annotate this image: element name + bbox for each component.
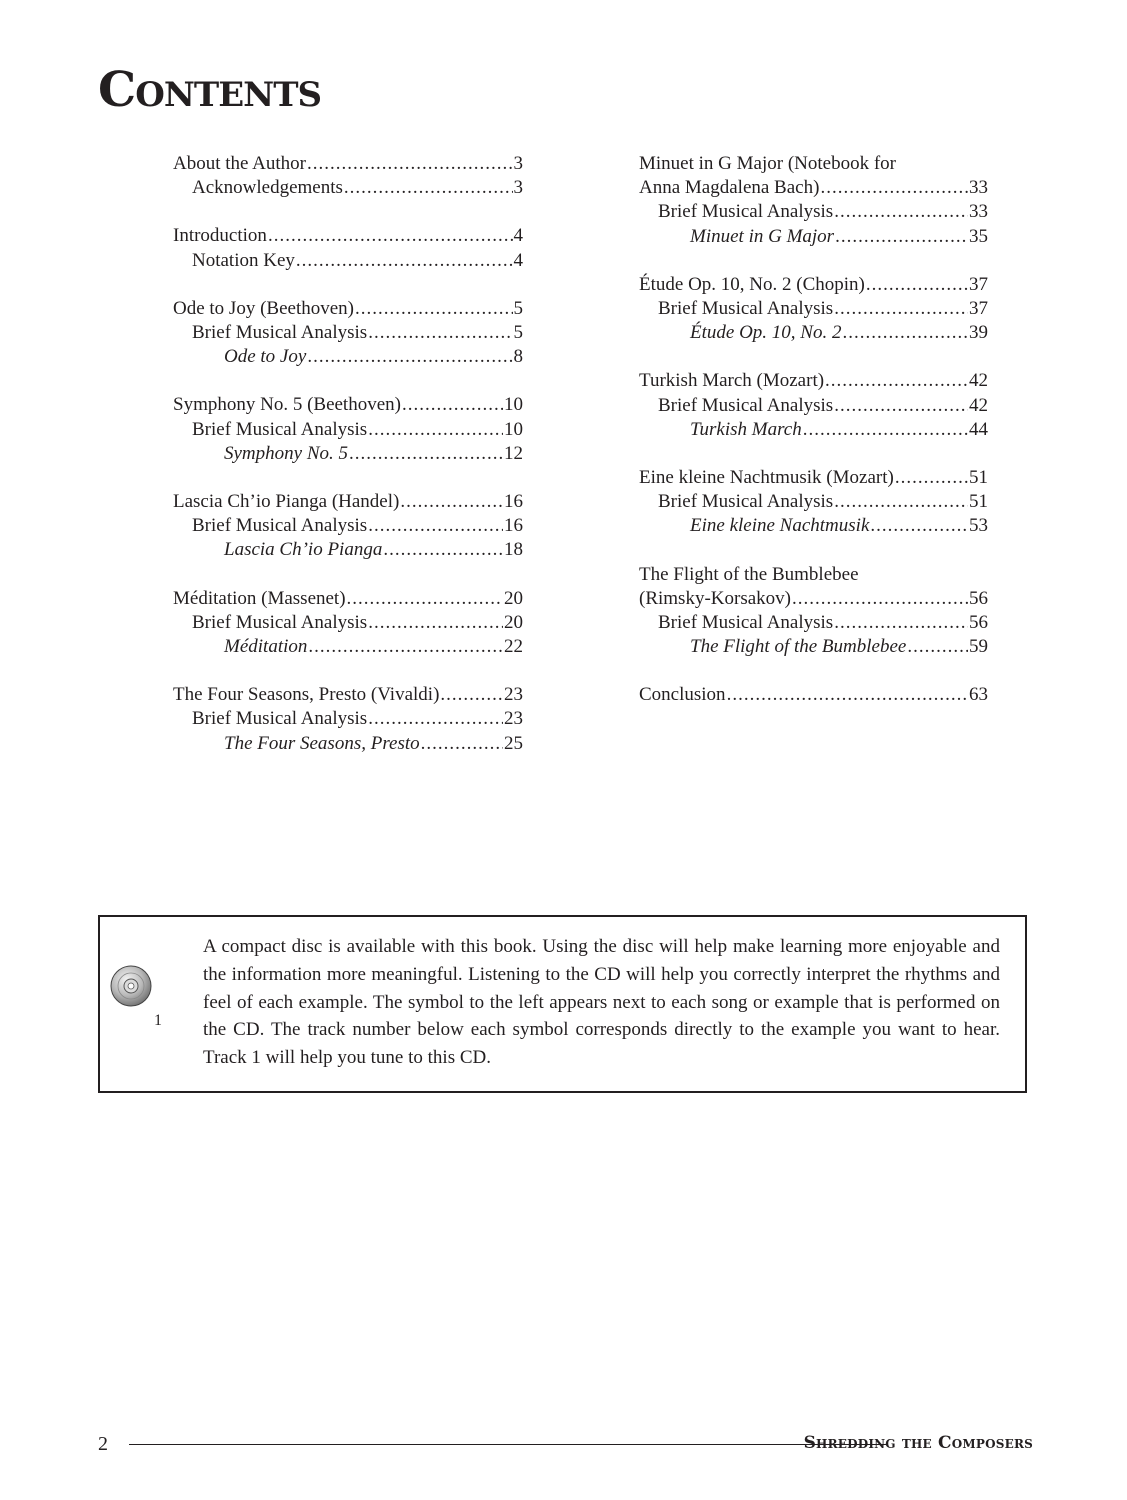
toc-page-number: 42 [969, 370, 988, 392]
toc-entry-label: Étude Op. 10, No. 2 (Chopin) [639, 273, 865, 295]
toc-leader-dots [402, 393, 503, 417]
toc-entry[interactable] [173, 635, 523, 659]
toc-entry-label: The Flight of the Bumblebee [639, 563, 859, 585]
toc-leader-dots [307, 345, 512, 369]
toc-entry[interactable] [639, 683, 988, 707]
toc-entry[interactable] [173, 297, 523, 321]
toc-page-number: 16 [504, 491, 523, 513]
toc-entry-label: Minuet in G Major [690, 225, 835, 247]
toc-leader-dots [368, 514, 503, 538]
toc-entry-label: Brief Musical Analysis [658, 394, 834, 416]
toc-entry-label: Méditation (Massenet) [173, 587, 346, 609]
toc-entry-label: Conclusion [639, 684, 726, 706]
toc-group [639, 563, 988, 660]
toc-entry[interactable] [173, 587, 523, 611]
toc-page-number: 5 [513, 322, 523, 344]
running-book-title: Shredding the Composers [803, 1433, 1033, 1453]
toc-group [639, 683, 988, 707]
toc-page-number: 5 [513, 297, 523, 319]
toc-entry[interactable] [639, 176, 988, 200]
toc-page-number: 59 [969, 636, 988, 658]
toc-entry[interactable] [173, 611, 523, 635]
toc-leader-dots [834, 490, 968, 514]
toc-entry-label: Brief Musical Analysis [658, 491, 834, 513]
toc-entry[interactable] [173, 176, 523, 200]
toc-entry-label: Brief Musical Analysis [658, 298, 834, 320]
toc-leader-dots [870, 514, 968, 538]
toc-entry[interactable] [639, 490, 988, 514]
toc-group [639, 369, 988, 442]
cd-icon [110, 965, 152, 1007]
toc-leader-dots [792, 587, 968, 611]
toc-entry-label: Symphony No. 5 (Beethoven) [173, 394, 401, 416]
toc-entry-label: Brief Musical Analysis [192, 418, 368, 440]
toc-group [639, 273, 988, 346]
toc-page-number: 8 [513, 346, 523, 368]
toc-entry[interactable] [173, 442, 523, 466]
toc-entry[interactable] [639, 273, 988, 297]
toc-entry[interactable] [639, 514, 988, 538]
toc-group [173, 587, 523, 660]
toc-entry-label: Brief Musical Analysis [192, 611, 368, 633]
toc-leader-dots [307, 152, 513, 176]
toc-page-number: 20 [504, 611, 523, 633]
toc-page-number: 22 [504, 636, 523, 658]
toc-entry-label: Anna Magdalena Bach) [639, 177, 820, 199]
toc-entry[interactable] [639, 394, 988, 418]
toc-entry[interactable] [639, 297, 988, 321]
toc-page-number: 3 [513, 153, 523, 174]
page-number: 2 [98, 1433, 108, 1455]
toc-leader-dots [842, 321, 968, 345]
toc-entry-label: Brief Musical Analysis [192, 515, 368, 537]
toc-page-number: 51 [969, 467, 988, 489]
toc-page-number: 37 [969, 273, 988, 295]
toc-leader-dots [296, 249, 513, 273]
toc-page-number: 10 [504, 394, 523, 416]
toc-leader-dots [834, 200, 968, 224]
toc-page-number: 37 [969, 298, 988, 320]
toc-group [173, 683, 523, 756]
toc-leader-dots [308, 635, 503, 659]
toc-entry[interactable] [173, 538, 523, 562]
toc-leader-dots [895, 466, 968, 490]
toc-leader-dots [907, 635, 968, 659]
toc-leader-dots [368, 321, 512, 345]
toc-entry-label: Eine kleine Nachtmusik [690, 515, 870, 537]
toc-entry-label: Notation Key [192, 249, 295, 271]
toc-leader-dots [803, 418, 968, 442]
toc-leader-dots [440, 683, 503, 707]
toc-entry-label: Turkish March (Mozart) [639, 370, 825, 392]
toc-leader-dots [383, 538, 503, 562]
toc-entry-label: Eine kleine Nachtmusik (Mozart) [639, 467, 894, 489]
toc-entry[interactable] [173, 345, 523, 369]
toc-page-number: 3 [513, 177, 523, 199]
toc-entry-label: Acknowledgements [192, 177, 343, 199]
toc-leader-dots [820, 176, 968, 200]
cd-note-box [98, 915, 1027, 1093]
toc-entry-label: The Flight of the Bumblebee [690, 636, 907, 658]
toc-page-number: 12 [504, 442, 523, 464]
toc-entry[interactable] [639, 587, 988, 611]
toc-entry[interactable] [173, 224, 523, 248]
toc-entry[interactable] [639, 563, 988, 587]
toc-group [173, 393, 523, 466]
toc-page-number: 63 [969, 684, 988, 706]
toc-entry[interactable] [173, 707, 523, 731]
toc-page-number: 42 [969, 394, 988, 416]
toc-entry[interactable] [173, 418, 523, 442]
toc-entry-label: Turkish March [690, 418, 802, 440]
toc-leader-dots [355, 297, 513, 321]
toc-entry-label: Lascia Ch’io Pianga (Handel) [173, 491, 400, 513]
toc-page-number: 51 [969, 491, 988, 513]
toc-entry-label: Étude Op. 10, No. 2 [690, 322, 842, 344]
toc-group [173, 152, 523, 200]
toc-entry[interactable] [639, 635, 988, 659]
toc-leader-dots [835, 225, 968, 249]
toc-leader-dots [834, 611, 968, 635]
toc-entry-label: About the Author [173, 153, 306, 174]
toc-page-number: 20 [504, 587, 523, 609]
toc-entry[interactable] [173, 393, 523, 417]
toc-leader-dots [400, 490, 503, 514]
toc-entry[interactable] [639, 321, 988, 345]
toc-page-number: 39 [969, 322, 988, 344]
toc-leader-dots [834, 394, 968, 418]
toc-entry[interactable] [173, 152, 523, 176]
toc-group [173, 297, 523, 370]
toc-entry-label: Introduction [173, 225, 267, 247]
toc-entry[interactable] [639, 369, 988, 393]
toc-page-number: 23 [504, 708, 523, 730]
toc-entry[interactable] [173, 514, 523, 538]
toc-entry-label: Ode to Joy [224, 346, 307, 368]
toc-entry[interactable] [639, 418, 988, 442]
page-title: Contents [98, 62, 322, 118]
toc-group [639, 152, 988, 249]
toc-page-number: 18 [504, 539, 523, 561]
toc-leader-dots [347, 587, 503, 611]
toc-entry-label: Méditation [224, 636, 308, 658]
toc-entry[interactable] [639, 611, 988, 635]
footer-rule [129, 1444, 888, 1445]
cd-track-number: 1 [154, 1012, 162, 1029]
toc-leader-dots [727, 683, 968, 707]
toc-group [173, 490, 523, 563]
toc-entry-label: Brief Musical Analysis [192, 708, 368, 730]
toc-page-number: 4 [513, 249, 523, 271]
toc-entry-label: Brief Musical Analysis [658, 201, 834, 223]
page-footer [98, 1433, 1033, 1457]
toc-group [173, 224, 523, 272]
toc-page-number: 56 [969, 587, 988, 609]
toc-entry[interactable] [639, 466, 988, 490]
toc-leader-dots [834, 297, 968, 321]
toc-entry-label: Brief Musical Analysis [658, 612, 834, 634]
toc-leader-dots [368, 611, 503, 635]
toc-leader-dots [268, 224, 513, 248]
toc-page-number: 4 [513, 225, 523, 247]
toc-page-number: 23 [504, 684, 523, 706]
toc-page-number: 33 [969, 201, 988, 223]
toc-leader-dots [344, 176, 513, 200]
toc-entry-label: Symphony No. 5 [224, 442, 349, 464]
toc-entry[interactable] [639, 152, 988, 176]
toc-page-number: 25 [504, 732, 523, 754]
toc-entry-label: The Four Seasons, Presto [224, 732, 420, 754]
toc-right-column [639, 152, 988, 732]
toc-entry-label: The Four Seasons, Presto (Vivaldi) [173, 684, 440, 706]
toc-entry-label: (Rimsky-Korsakov) [639, 587, 791, 609]
toc-page-number: 35 [969, 225, 988, 247]
toc-entry[interactable] [173, 321, 523, 345]
toc-entry-label: Ode to Joy (Beethoven) [173, 297, 354, 319]
toc-page-number: 56 [969, 612, 988, 634]
cd-note-text: A compact disc is available with this book. Using the disc will help make learning more enjoyable and the information more meaningful. Listening to the CD will help you correctly interpret the rhythms and feel of each example. The symbol to the left appears next to each song or example that is performed on the CD. The track number below each symbol corresponds directly to the example you want to hear. Track 1 will help you tune to this CD. [203, 936, 1000, 1069]
toc-page-number: 53 [969, 515, 988, 537]
toc-leader-dots [866, 273, 968, 297]
toc-entry-label: Lascia Ch’io Pianga [224, 539, 383, 561]
toc-leader-dots [368, 418, 503, 442]
toc-entry-label: Brief Musical Analysis [192, 322, 368, 344]
toc-entry[interactable] [173, 249, 523, 273]
toc-entry[interactable] [639, 200, 988, 224]
toc-page-number: 33 [969, 177, 988, 199]
toc-leader-dots [349, 442, 503, 466]
toc-left-column [173, 152, 523, 780]
toc-page-number: 16 [504, 515, 523, 537]
toc-leader-dots [368, 707, 503, 731]
toc-entry-label: Minuet in G Major (Notebook for [639, 153, 896, 174]
toc-group [639, 466, 988, 539]
toc-page-number: 44 [969, 418, 988, 440]
toc-leader-dots [825, 369, 968, 393]
toc-entry[interactable] [173, 732, 523, 756]
toc-entry[interactable] [639, 225, 988, 249]
toc-entry[interactable] [173, 490, 523, 514]
toc-leader-dots [421, 732, 503, 756]
toc-page-number: 10 [504, 418, 523, 440]
toc-entry[interactable] [173, 683, 523, 707]
